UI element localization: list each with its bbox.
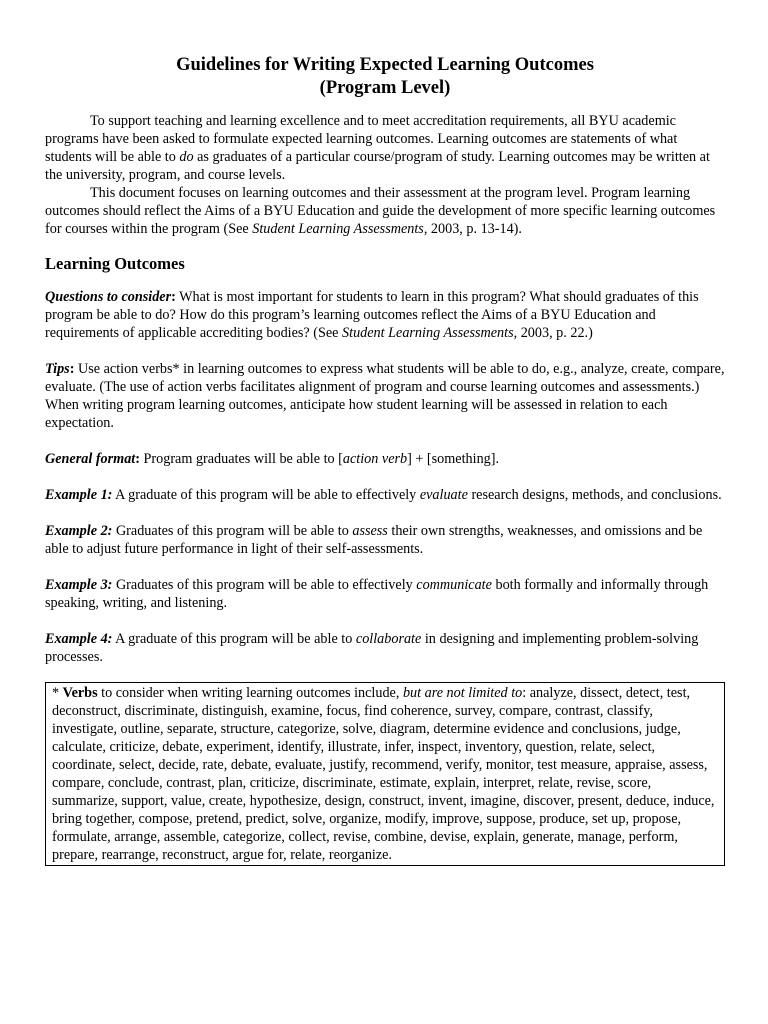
tips-colon: :	[69, 361, 75, 377]
tips-paragraph	[45, 360, 725, 432]
tips-text: Use action verbs* in learning outcomes to express what students will be able to do, e.g., analyze, create, compare, evaluate. (The use of action verbs facilitates alignment of program and course learning outcomes and assessments.) When writing program learning outcomes, anticipate how student learning will be assessed in relation to each expectation.	[45, 361, 725, 431]
verbs-paragraph	[52, 684, 718, 864]
intro-p2-text-a: This document focuses on learning outcomes and their assessment at the program level. Program learning outcomes should reflect the Aims of a BYU Education and guide the development of more specific learning outcomes for courses within the program (See	[45, 185, 716, 237]
example-1-label: Example 1:	[45, 487, 113, 503]
example-4-verb: collaborate	[355, 631, 422, 647]
questions-text-b: , 2003, p. 22.)	[513, 325, 593, 341]
example-3-verb: communicate	[416, 577, 492, 593]
verbs-asterisk: *	[52, 685, 63, 701]
example-4-paragraph	[45, 630, 725, 666]
intro-p1-text-a: To support teaching and learning excellence and to meet accreditation requirements, all BYU academic programs have been asked to formulate expected learning outcomes. Learning outcomes are statements of what students will be able to	[45, 113, 678, 165]
example-2-label: Example 2:	[45, 523, 113, 539]
general-format-emphasis: action verb	[342, 451, 408, 467]
tips-label: Tips	[45, 361, 70, 377]
example-4-text-a: A graduate of this program will be able to	[112, 631, 356, 647]
example-3-label: Example 3:	[45, 577, 113, 593]
example-3-text-a: Graduates of this program will be able to effectively	[112, 577, 417, 593]
verbs-label: Verbs	[62, 685, 98, 701]
example-1-verb: evaluate	[419, 487, 468, 503]
verbs-text-a: to consider when writing learning outcomes include,	[97, 685, 403, 701]
example-2-paragraph	[45, 522, 725, 558]
example-4-text-b: in designing and implementing problem-solving processes.	[45, 631, 699, 665]
example-4-label: Example 4:	[45, 631, 113, 647]
intro-p2-text-b: , 2003, p. 13-14).	[423, 221, 522, 237]
verbs-list: : analyze, dissect, detect, test, deconstruct, discriminate, distinguish, examine, focus, find coherence, survey, compare, contrast, classify, investigate, outline, separate, structure, categorize, solve, diagram, determine evidence and conclusions, judge, calculate, criticize, debate, experiment, identify, illustrate, infer, inspect, inventory, question, relate, select, coordinate, select, decide, rate, debate, evaluate, justify, recommend, verify, monitor, test measure, appraise, assess, compare, conclude, contrast, plan, criticize, discriminate, estimate, explain, interpret, relate, revise, score, summarize, support, value, create, hypothesize, design, construct, invent, imagine, discover, present, deduce, induce, bring together, compose, pretend, predict, solve, organize, modify, improve, suppose, produce, set up, propose, formulate, arrange, assemble, categorize, collect, revise, combine, devise, explain, generate, manage, perform, prepare, rearrange, reconstruct, argue for, relate, reorganize.	[52, 685, 715, 863]
example-2-text-a: Graduates of this program will be able to	[112, 523, 353, 539]
example-1-text-b: research designs, methods, and conclusions.	[467, 487, 722, 503]
example-1-paragraph	[45, 486, 725, 504]
general-format-text-b: ] + [something].	[407, 451, 500, 467]
questions-paragraph	[45, 288, 725, 342]
general-format-colon: :	[135, 451, 140, 467]
intro-p1-text-b: as graduates of a particular course/program of study. Learning outcomes may be written at the university, program, and course levels.	[45, 149, 710, 183]
questions-colon: :	[171, 289, 176, 305]
section-heading: Learning Outcomes	[45, 254, 185, 273]
general-format-text-a: Program graduates will be able to [	[139, 451, 343, 467]
intro-p2-citation: Student Learning Assessments	[252, 221, 424, 237]
example-2-verb: assess	[352, 523, 388, 539]
document-subtitle: (Program Level)	[319, 78, 451, 98]
example-3-text-b: both formally and informally through speaking, writing, and listening.	[45, 577, 709, 611]
questions-label: Questions to consider	[45, 289, 172, 305]
document-title: Guidelines for Writing Expected Learning Outcomes	[176, 55, 594, 75]
verbs-box	[45, 682, 725, 866]
intro-paragraph-1	[45, 112, 725, 184]
example-1-text-a: A graduate of this program will be able to effectively	[112, 487, 420, 503]
intro-paragraph-2	[45, 184, 725, 238]
intro-p1-emphasis: do	[179, 149, 194, 165]
questions-citation: Student Learning Assessments	[342, 325, 514, 341]
general-format-paragraph	[45, 450, 725, 468]
verbs-emphasis: but are not limited to	[402, 685, 523, 701]
example-3-paragraph	[45, 576, 725, 612]
example-2-text-b: their own strengths, weaknesses, and omissions and be able to adjust future performance in light of their self-assessments.	[45, 523, 703, 557]
title-block	[45, 54, 725, 100]
document-page	[45, 54, 725, 866]
questions-text-a: What is most important for students to learn in this program? What should graduates of this program be able to do? How do this program’s learning outcomes reflect the Aims of a BYU Education and requirements of applicable accrediting bodies? (See	[45, 289, 699, 341]
general-format-label: General format	[45, 451, 136, 467]
